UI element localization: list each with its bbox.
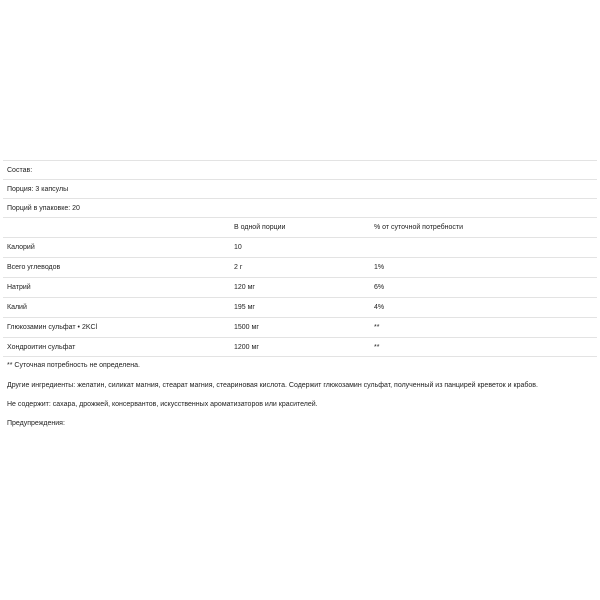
warnings-heading: Предупреждения: <box>7 420 65 427</box>
composition-title <box>3 160 597 179</box>
nutrient-name: Калий <box>7 304 27 311</box>
nutrient-daily-value: 6% <box>374 284 385 291</box>
table-row <box>3 297 597 317</box>
column-header-daily-value: % от суточной потребности <box>374 224 464 231</box>
nutrient-name: Натрий <box>7 284 31 291</box>
table-row <box>3 317 597 337</box>
column-header-amount: В одной порции <box>234 224 286 231</box>
nutrient-name: Глюкозамин сульфат • 2KCl <box>7 324 98 331</box>
daily-value-footnote: ** Суточная потребность не определена. <box>7 362 140 369</box>
nutrient-daily-value: 1% <box>374 264 385 271</box>
nutrient-amount: 2 г <box>234 264 243 271</box>
nutrient-name: Хондроитин сульфат <box>7 343 76 351</box>
table-header-row <box>3 217 597 237</box>
serving-size-row <box>3 179 597 198</box>
supplement-facts-panel <box>3 160 597 428</box>
nutrient-name: Калорий <box>7 244 35 251</box>
servings-per-pack-text: Порций в упаковке: 20 <box>7 204 80 212</box>
nutrient-amount: 10 <box>234 244 242 251</box>
nutrient-daily-value: ** <box>374 343 380 351</box>
composition-title-text: Состав: <box>7 166 33 174</box>
other-ingredients: Другие ингредиенты: желатин, силикат магния, стеарат магния, стеариновая кислота. Содержит глюкозамин сульфат, полученный из панцирей креветок и крабов. <box>7 382 538 389</box>
nutrient-amount: 195 мг <box>234 304 255 311</box>
nutrient-amount: 1200 мг <box>234 343 259 351</box>
nutrient-amount: 120 мг <box>234 284 255 291</box>
nutrient-daily-value: ** <box>374 324 380 331</box>
table-row <box>3 337 597 357</box>
nutrient-daily-value: 4% <box>374 304 385 311</box>
table-row <box>3 237 597 257</box>
does-not-contain: Не содержит: сахара, дрожжей, консервантов, искусственных ароматизаторов или красителей. <box>7 401 318 408</box>
nutrient-amount: 1500 мг <box>234 324 259 331</box>
table-row <box>3 257 597 277</box>
nutrient-name: Всего углеводов <box>7 264 61 271</box>
table-row <box>3 277 597 297</box>
serving-size-text: Порция: 3 капсулы <box>7 185 69 193</box>
servings-per-pack-row <box>3 198 597 217</box>
